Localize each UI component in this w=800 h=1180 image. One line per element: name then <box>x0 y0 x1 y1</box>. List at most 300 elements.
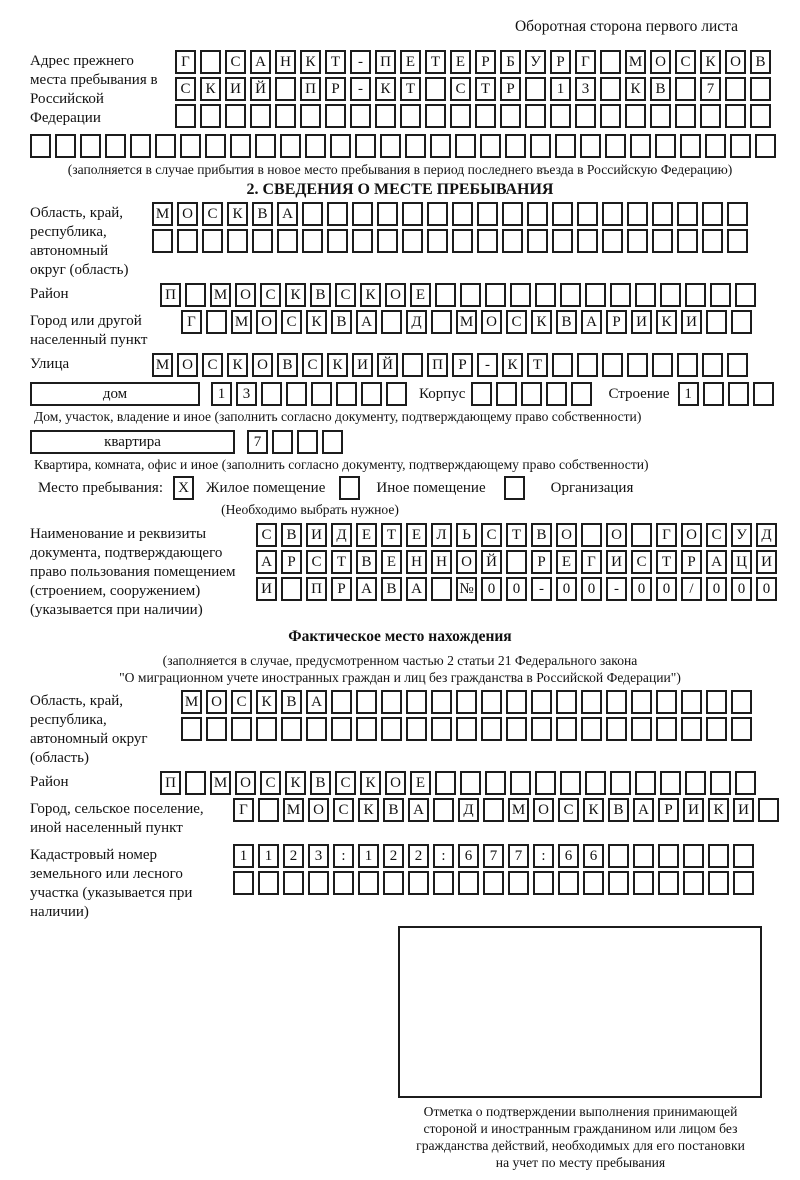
char-cell[interactable] <box>730 134 751 158</box>
char-cell[interactable]: Д <box>756 523 777 547</box>
char-cell[interactable]: Д <box>331 523 352 547</box>
char-cell[interactable]: Т <box>425 50 446 74</box>
char-cell[interactable] <box>406 717 427 741</box>
char-cell[interactable]: В <box>310 771 331 795</box>
char-cell[interactable] <box>456 717 477 741</box>
char-cell[interactable] <box>350 104 371 128</box>
char-cell[interactable] <box>252 229 273 253</box>
char-cell[interactable]: Й <box>377 353 398 377</box>
char-cell[interactable] <box>608 871 629 895</box>
char-cell[interactable] <box>560 283 581 307</box>
char-cell[interactable] <box>656 690 677 714</box>
char-cell[interactable]: А <box>408 798 429 822</box>
char-cell[interactable]: К <box>285 283 306 307</box>
char-cell[interactable]: К <box>531 310 552 334</box>
char-cell[interactable] <box>375 104 396 128</box>
char-cell[interactable]: В <box>310 283 331 307</box>
char-cell[interactable]: О <box>606 523 627 547</box>
char-cell[interactable]: К <box>327 353 348 377</box>
char-cell[interactable]: К <box>358 798 379 822</box>
char-cell[interactable] <box>731 310 752 334</box>
char-cell[interactable] <box>181 717 202 741</box>
char-cell[interactable] <box>250 104 271 128</box>
char-cell[interactable] <box>658 844 679 868</box>
char-cell[interactable] <box>683 871 704 895</box>
char-cell[interactable] <box>753 382 774 406</box>
char-cell[interactable] <box>602 229 623 253</box>
char-cell[interactable] <box>377 229 398 253</box>
char-cell[interactable]: Т <box>331 550 352 574</box>
char-cell[interactable] <box>535 283 556 307</box>
char-cell[interactable] <box>283 871 304 895</box>
char-cell[interactable]: Т <box>325 50 346 74</box>
char-cell[interactable]: И <box>352 353 373 377</box>
char-cell[interactable] <box>272 430 293 454</box>
char-cell[interactable]: И <box>225 77 246 101</box>
char-cell[interactable]: В <box>650 77 671 101</box>
char-cell[interactable]: В <box>556 310 577 334</box>
char-cell[interactable]: Г <box>581 550 602 574</box>
char-cell[interactable]: С <box>281 310 302 334</box>
char-cell[interactable] <box>602 202 623 226</box>
char-cell[interactable]: М <box>456 310 477 334</box>
char-cell[interactable]: О <box>235 283 256 307</box>
char-cell[interactable] <box>155 134 176 158</box>
char-cell[interactable] <box>308 871 329 895</box>
char-cell[interactable]: Е <box>356 523 377 547</box>
char-cell[interactable]: С <box>335 771 356 795</box>
char-cell[interactable]: Д <box>406 310 427 334</box>
char-cell[interactable] <box>255 134 276 158</box>
char-cell[interactable]: 1 <box>233 844 254 868</box>
char-cell[interactable]: В <box>531 523 552 547</box>
char-cell[interactable]: С <box>333 798 354 822</box>
char-cell[interactable]: В <box>608 798 629 822</box>
char-cell[interactable] <box>556 690 577 714</box>
char-cell[interactable] <box>706 690 727 714</box>
char-cell[interactable] <box>206 717 227 741</box>
char-cell[interactable] <box>650 104 671 128</box>
char-cell[interactable] <box>533 871 554 895</box>
char-cell[interactable]: О <box>252 353 273 377</box>
char-cell[interactable]: С <box>175 77 196 101</box>
char-cell[interactable]: А <box>250 50 271 74</box>
char-cell[interactable] <box>450 104 471 128</box>
char-cell[interactable] <box>660 771 681 795</box>
char-cell[interactable]: Н <box>431 550 452 574</box>
char-cell[interactable]: М <box>508 798 529 822</box>
char-cell[interactable]: Т <box>527 353 548 377</box>
char-cell[interactable] <box>233 871 254 895</box>
char-cell[interactable] <box>631 690 652 714</box>
char-cell[interactable]: 1 <box>258 844 279 868</box>
char-cell[interactable] <box>130 134 151 158</box>
char-cell[interactable]: : <box>533 844 554 868</box>
char-cell[interactable]: В <box>252 202 273 226</box>
checkbox-other-premises[interactable] <box>339 476 360 500</box>
char-cell[interactable]: М <box>210 283 231 307</box>
char-cell[interactable]: А <box>277 202 298 226</box>
char-cell[interactable]: - <box>531 577 552 601</box>
char-cell[interactable]: 6 <box>458 844 479 868</box>
char-cell[interactable] <box>225 104 246 128</box>
char-cell[interactable] <box>477 202 498 226</box>
char-cell[interactable]: А <box>406 577 427 601</box>
char-cell[interactable]: 1 <box>550 77 571 101</box>
char-cell[interactable]: И <box>631 310 652 334</box>
char-cell[interactable] <box>731 690 752 714</box>
char-cell[interactable] <box>471 382 492 406</box>
char-cell[interactable] <box>631 523 652 547</box>
char-cell[interactable]: 2 <box>383 844 404 868</box>
char-cell[interactable] <box>185 771 206 795</box>
char-cell[interactable]: И <box>756 550 777 574</box>
char-cell[interactable] <box>731 717 752 741</box>
char-cell[interactable] <box>581 717 602 741</box>
char-cell[interactable]: В <box>381 577 402 601</box>
char-cell[interactable] <box>356 717 377 741</box>
char-cell[interactable] <box>327 202 348 226</box>
char-cell[interactable] <box>386 382 407 406</box>
char-cell[interactable] <box>460 283 481 307</box>
char-cell[interactable] <box>431 310 452 334</box>
char-cell[interactable] <box>703 382 724 406</box>
char-cell[interactable]: Л <box>431 523 452 547</box>
char-cell[interactable]: 3 <box>308 844 329 868</box>
char-cell[interactable]: С <box>335 283 356 307</box>
char-cell[interactable]: С <box>260 283 281 307</box>
char-cell[interactable]: В <box>281 523 302 547</box>
char-cell[interactable]: - <box>350 50 371 74</box>
char-cell[interactable]: С <box>260 771 281 795</box>
char-cell[interactable] <box>660 283 681 307</box>
char-cell[interactable] <box>733 844 754 868</box>
char-cell[interactable] <box>200 50 221 74</box>
char-cell[interactable] <box>431 577 452 601</box>
char-cell[interactable]: П <box>375 50 396 74</box>
char-cell[interactable]: Т <box>381 523 402 547</box>
char-cell[interactable]: К <box>700 50 721 74</box>
checkbox-organization[interactable] <box>504 476 525 500</box>
char-cell[interactable]: Р <box>606 310 627 334</box>
char-cell[interactable] <box>555 134 576 158</box>
char-cell[interactable] <box>633 844 654 868</box>
char-cell[interactable]: Г <box>233 798 254 822</box>
char-cell[interactable] <box>297 430 318 454</box>
char-cell[interactable]: А <box>256 550 277 574</box>
char-cell[interactable] <box>275 77 296 101</box>
char-cell[interactable]: П <box>427 353 448 377</box>
char-cell[interactable] <box>281 577 302 601</box>
char-cell[interactable]: О <box>308 798 329 822</box>
char-cell[interactable] <box>600 50 621 74</box>
char-cell[interactable] <box>725 104 746 128</box>
char-cell[interactable]: И <box>733 798 754 822</box>
char-cell[interactable]: 0 <box>556 577 577 601</box>
char-cell[interactable]: Т <box>656 550 677 574</box>
char-cell[interactable] <box>227 229 248 253</box>
char-cell[interactable]: - <box>606 577 627 601</box>
char-cell[interactable] <box>433 798 454 822</box>
char-cell[interactable]: С <box>231 690 252 714</box>
char-cell[interactable] <box>185 283 206 307</box>
char-cell[interactable] <box>675 104 696 128</box>
char-cell[interactable] <box>500 104 521 128</box>
char-cell[interactable]: О <box>256 310 277 334</box>
char-cell[interactable]: С <box>481 523 502 547</box>
char-cell[interactable] <box>261 382 282 406</box>
char-cell[interactable] <box>530 134 551 158</box>
char-cell[interactable] <box>677 202 698 226</box>
char-cell[interactable] <box>527 202 548 226</box>
char-cell[interactable]: О <box>177 202 198 226</box>
char-cell[interactable] <box>325 104 346 128</box>
char-cell[interactable] <box>681 690 702 714</box>
char-cell[interactable] <box>681 717 702 741</box>
char-cell[interactable]: О <box>385 283 406 307</box>
char-cell[interactable]: В <box>356 550 377 574</box>
char-cell[interactable] <box>755 134 776 158</box>
char-cell[interactable]: К <box>375 77 396 101</box>
char-cell[interactable] <box>652 229 673 253</box>
char-cell[interactable] <box>558 871 579 895</box>
char-cell[interactable] <box>258 798 279 822</box>
char-cell[interactable] <box>281 717 302 741</box>
char-cell[interactable]: С <box>631 550 652 574</box>
char-cell[interactable] <box>502 202 523 226</box>
char-cell[interactable]: 1 <box>358 844 379 868</box>
char-cell[interactable]: К <box>656 310 677 334</box>
char-cell[interactable]: С <box>202 353 223 377</box>
char-cell[interactable]: У <box>525 50 546 74</box>
char-cell[interactable]: Р <box>500 77 521 101</box>
char-cell[interactable] <box>685 771 706 795</box>
char-cell[interactable]: А <box>306 690 327 714</box>
char-cell[interactable] <box>55 134 76 158</box>
char-cell[interactable] <box>105 134 126 158</box>
char-cell[interactable] <box>402 202 423 226</box>
char-cell[interactable]: К <box>625 77 646 101</box>
char-cell[interactable]: К <box>306 310 327 334</box>
char-cell[interactable] <box>527 229 548 253</box>
char-cell[interactable]: О <box>481 310 502 334</box>
char-cell[interactable]: Р <box>658 798 679 822</box>
char-cell[interactable] <box>510 283 531 307</box>
char-cell[interactable] <box>585 283 606 307</box>
char-cell[interactable] <box>322 430 343 454</box>
char-cell[interactable]: С <box>256 523 277 547</box>
char-cell[interactable] <box>652 202 673 226</box>
char-cell[interactable] <box>406 690 427 714</box>
char-cell[interactable] <box>608 844 629 868</box>
char-cell[interactable] <box>706 717 727 741</box>
char-cell[interactable] <box>675 77 696 101</box>
char-cell[interactable]: 1 <box>678 382 699 406</box>
char-cell[interactable] <box>275 104 296 128</box>
char-cell[interactable] <box>433 871 454 895</box>
char-cell[interactable] <box>550 104 571 128</box>
char-cell[interactable]: М <box>231 310 252 334</box>
char-cell[interactable]: А <box>356 310 377 334</box>
char-cell[interactable] <box>758 798 779 822</box>
char-cell[interactable] <box>556 717 577 741</box>
char-cell[interactable]: Е <box>556 550 577 574</box>
char-cell[interactable]: О <box>533 798 554 822</box>
char-cell[interactable] <box>30 134 51 158</box>
char-cell[interactable] <box>460 771 481 795</box>
char-cell[interactable] <box>506 690 527 714</box>
char-cell[interactable] <box>430 134 451 158</box>
char-cell[interactable]: 7 <box>508 844 529 868</box>
char-cell[interactable]: У <box>731 523 752 547</box>
char-cell[interactable] <box>202 229 223 253</box>
char-cell[interactable] <box>356 690 377 714</box>
char-cell[interactable] <box>485 283 506 307</box>
char-cell[interactable]: 0 <box>506 577 527 601</box>
char-cell[interactable] <box>381 717 402 741</box>
char-cell[interactable]: Г <box>181 310 202 334</box>
char-cell[interactable] <box>458 871 479 895</box>
char-cell[interactable]: К <box>200 77 221 101</box>
char-cell[interactable] <box>483 798 504 822</box>
char-cell[interactable]: И <box>306 523 327 547</box>
char-cell[interactable] <box>581 523 602 547</box>
char-cell[interactable] <box>627 229 648 253</box>
char-cell[interactable]: С <box>450 77 471 101</box>
char-cell[interactable] <box>705 134 726 158</box>
char-cell[interactable]: Р <box>281 550 302 574</box>
char-cell[interactable] <box>358 871 379 895</box>
char-cell[interactable] <box>606 717 627 741</box>
char-cell[interactable]: О <box>177 353 198 377</box>
char-cell[interactable] <box>331 717 352 741</box>
char-cell[interactable]: И <box>683 798 704 822</box>
char-cell[interactable] <box>435 283 456 307</box>
char-cell[interactable]: С <box>202 202 223 226</box>
char-cell[interactable] <box>708 871 729 895</box>
char-cell[interactable] <box>560 771 581 795</box>
char-cell[interactable]: Е <box>400 50 421 74</box>
char-cell[interactable]: В <box>277 353 298 377</box>
char-cell[interactable] <box>452 229 473 253</box>
char-cell[interactable]: А <box>581 310 602 334</box>
char-cell[interactable] <box>311 382 332 406</box>
char-cell[interactable] <box>355 134 376 158</box>
char-cell[interactable] <box>583 871 604 895</box>
char-cell[interactable] <box>427 229 448 253</box>
char-cell[interactable] <box>727 229 748 253</box>
char-cell[interactable]: К <box>300 50 321 74</box>
char-cell[interactable]: М <box>210 771 231 795</box>
char-cell[interactable]: 0 <box>756 577 777 601</box>
char-cell[interactable] <box>435 771 456 795</box>
char-cell[interactable]: Г <box>656 523 677 547</box>
char-cell[interactable]: Т <box>506 523 527 547</box>
char-cell[interactable]: 6 <box>558 844 579 868</box>
char-cell[interactable] <box>506 550 527 574</box>
char-cell[interactable] <box>408 871 429 895</box>
char-cell[interactable] <box>475 104 496 128</box>
char-cell[interactable]: Р <box>550 50 571 74</box>
char-cell[interactable]: 2 <box>283 844 304 868</box>
char-cell[interactable] <box>302 202 323 226</box>
char-cell[interactable]: А <box>356 577 377 601</box>
char-cell[interactable] <box>585 771 606 795</box>
char-cell[interactable] <box>452 202 473 226</box>
char-cell[interactable] <box>336 382 357 406</box>
char-cell[interactable] <box>496 382 517 406</box>
char-cell[interactable] <box>710 771 731 795</box>
char-cell[interactable]: В <box>383 798 404 822</box>
char-cell[interactable] <box>571 382 592 406</box>
char-cell[interactable] <box>655 134 676 158</box>
char-cell[interactable]: П <box>160 283 181 307</box>
char-cell[interactable] <box>733 871 754 895</box>
char-cell[interactable]: Т <box>400 77 421 101</box>
char-cell[interactable] <box>306 717 327 741</box>
apartment-type-box[interactable]: квартира <box>30 430 235 454</box>
checkbox-residential[interactable]: X <box>173 476 194 500</box>
char-cell[interactable] <box>256 717 277 741</box>
char-cell[interactable] <box>331 690 352 714</box>
char-cell[interactable]: Е <box>381 550 402 574</box>
char-cell[interactable] <box>277 229 298 253</box>
char-cell[interactable] <box>152 229 173 253</box>
char-cell[interactable] <box>383 871 404 895</box>
char-cell[interactable] <box>706 310 727 334</box>
char-cell[interactable] <box>455 134 476 158</box>
char-cell[interactable] <box>427 202 448 226</box>
char-cell[interactable]: В <box>750 50 771 74</box>
char-cell[interactable] <box>333 871 354 895</box>
char-cell[interactable]: И <box>256 577 277 601</box>
char-cell[interactable] <box>702 353 723 377</box>
char-cell[interactable]: 7 <box>483 844 504 868</box>
char-cell[interactable] <box>380 134 401 158</box>
char-cell[interactable] <box>258 871 279 895</box>
char-cell[interactable] <box>725 77 746 101</box>
char-cell[interactable]: Е <box>450 50 471 74</box>
char-cell[interactable]: Н <box>406 550 427 574</box>
char-cell[interactable]: 0 <box>706 577 727 601</box>
char-cell[interactable] <box>230 134 251 158</box>
char-cell[interactable]: 0 <box>656 577 677 601</box>
char-cell[interactable]: С <box>675 50 696 74</box>
char-cell[interactable]: М <box>152 353 173 377</box>
char-cell[interactable] <box>200 104 221 128</box>
char-cell[interactable] <box>381 690 402 714</box>
char-cell[interactable]: 2 <box>408 844 429 868</box>
char-cell[interactable]: И <box>606 550 627 574</box>
char-cell[interactable] <box>481 690 502 714</box>
char-cell[interactable] <box>627 353 648 377</box>
char-cell[interactable] <box>231 717 252 741</box>
char-cell[interactable]: С <box>506 310 527 334</box>
char-cell[interactable] <box>502 229 523 253</box>
char-cell[interactable] <box>480 134 501 158</box>
char-cell[interactable] <box>581 690 602 714</box>
char-cell[interactable]: Г <box>575 50 596 74</box>
char-cell[interactable]: М <box>181 690 202 714</box>
char-cell[interactable]: О <box>725 50 746 74</box>
char-cell[interactable]: 1 <box>211 382 232 406</box>
char-cell[interactable]: - <box>477 353 498 377</box>
char-cell[interactable] <box>481 717 502 741</box>
char-cell[interactable] <box>750 104 771 128</box>
char-cell[interactable]: 0 <box>631 577 652 601</box>
char-cell[interactable] <box>327 229 348 253</box>
char-cell[interactable] <box>577 202 598 226</box>
